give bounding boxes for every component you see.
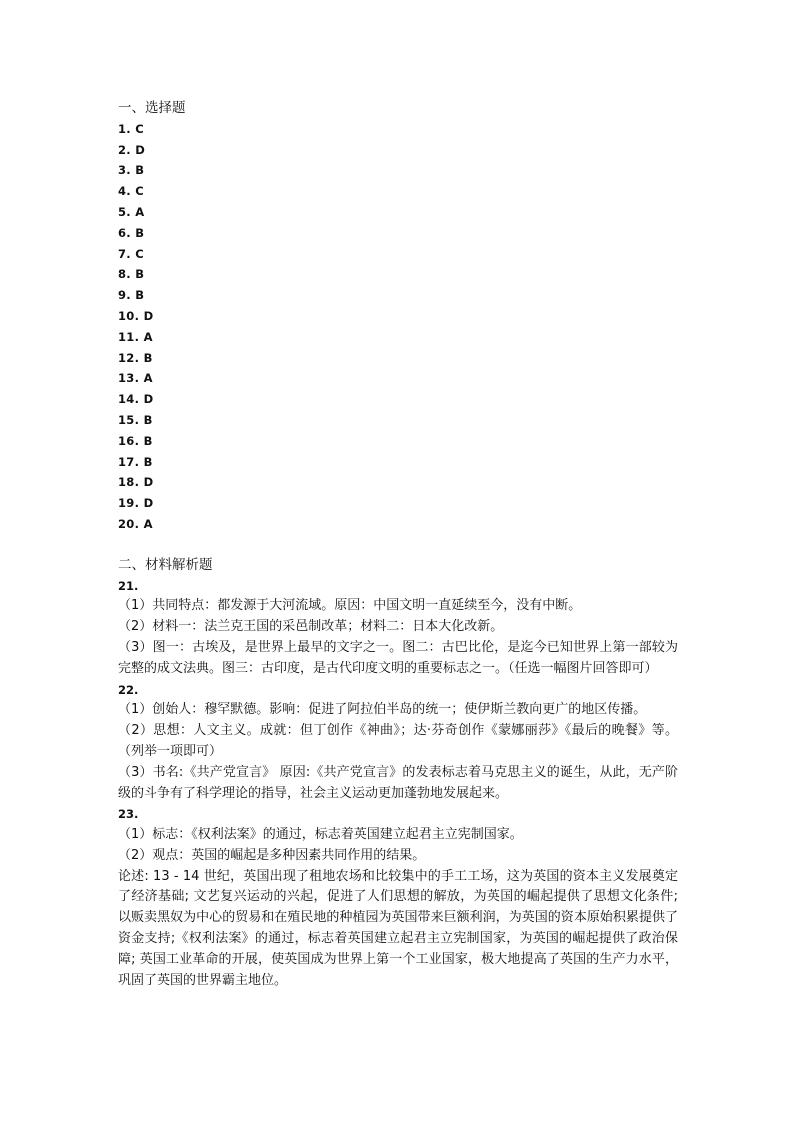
question-number: 23.: [118, 807, 139, 822]
choice-answer: 13. A: [118, 371, 153, 386]
choice-answer: 15. B: [118, 412, 153, 427]
answer-paragraph: （2）材料一：法兰克王国的采邑制改革；材料二：日本大化改新。: [118, 619, 504, 635]
answer-paragraph: （1）标志：《权利法案》的通过，标志着英国建立起君主立宪制国家。: [118, 827, 523, 843]
answer-paragraph: （2）思想：人文主义。成就：但丁创作《神曲》；达·芬奇创作《蒙娜丽莎》《最后的晚餐》等。（列举一项即可）: [118, 723, 678, 759]
question-number: 21.: [118, 578, 139, 593]
choice-answer: 7. C: [118, 246, 145, 261]
choice-answer: 3. B: [118, 163, 145, 178]
choice-answer: 5. A: [118, 204, 145, 219]
section-title-material: 二、材料解析题: [118, 556, 213, 573]
choice-answer: 2. D: [118, 142, 146, 157]
choice-answer: 9. B: [118, 288, 145, 303]
choice-answer: 8. B: [118, 267, 145, 282]
choice-answer: 20. A: [118, 516, 153, 531]
section-spacer: [118, 535, 678, 555]
choice-answer: 17. B: [118, 454, 153, 469]
choice-answer: 18. D: [118, 475, 154, 490]
choice-answer: 14. D: [118, 392, 154, 407]
question-23: [118, 804, 678, 991]
section-title-choice: 一、选择题: [118, 100, 186, 116]
choice-answer: 12. B: [118, 350, 153, 365]
answer-paragraph: （2）观点：英国的崛起是多种因素共同作用的结果。: [118, 847, 426, 863]
choice-answer: 11. A: [118, 329, 153, 344]
answer-paragraph: （1）共同特点：都发源于大河流域。原因：中国文明一直延续至今，没有中断。: [118, 598, 582, 614]
choice-answer: 6. B: [118, 225, 145, 240]
answer-paragraph: （3）图一：古埃及，是世界上最早的文字之一。图二：古巴比伦，是迄今已知世界上第一部较为完整的成文法典。图三：古印度，是古代印度文明的重要标志之一。（任选一幅图片回答即可）: [118, 639, 678, 676]
question-22: [118, 680, 678, 805]
choice-answer: 10. D: [118, 308, 154, 323]
choice-answer-list: [118, 119, 678, 535]
answer-sheet: [118, 98, 678, 991]
choice-answer: 1. C: [118, 121, 145, 136]
question-number: 22.: [118, 682, 139, 697]
answer-paragraph: 论述: 13 - 14 世纪，英国出现了租地农场和比较集中的手工工场，这为英国的资本主义发展奠定了经济基础; 文艺复兴运动的兴起，促进了人们思想的解放，为英国的崛起提供了思想文化条件; 以贩卖黑奴为中心的贸易和在殖民地的种植园为英国带来巨额利润，为英国的资本原始积累提供了资金支持;《权利法案》的通过，标志着英国建立起君主立宪制国家，为英国的崛起提供了政治保障; 英国工业革命的开展，使英国成为世界上第一个工业国家，极大地提高了英国的生产力水平，巩固了英国的世界霸主地位。: [118, 868, 678, 988]
question-21: [118, 576, 678, 680]
choice-answer: 16. B: [118, 433, 153, 448]
choice-answer: 19. D: [118, 496, 154, 511]
answer-paragraph: （3）书名:《共产党宣言》 原因:《共产党宣言》的发表标志着马克思主义的诞生，从此，无产阶级的斗争有了科学理论的指导，社会主义运动更加蓬勃地发展起来。: [118, 764, 678, 801]
answer-paragraph: （1）创始人：穆罕默德。影响：促进了阿拉伯半岛的统一；使伊斯兰教向更广的地区传播。: [118, 702, 647, 718]
choice-answer: 4. C: [118, 184, 145, 199]
